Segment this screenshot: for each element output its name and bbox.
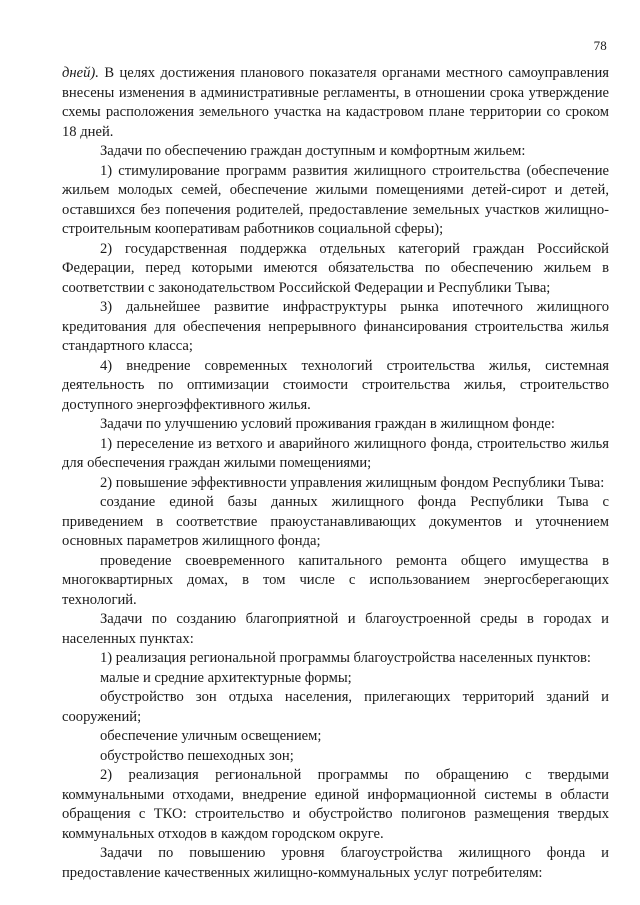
paragraph: обустройство зон отдыха населения, прилегающих территорий зданий и сооружений; — [62, 689, 609, 725]
paragraph: 3) дальнейшее развитие инфраструктуры рынка ипотечного жилищного кредитования для обеспечения непрерывного финансирования строительства жилья стандартного класса; — [62, 299, 609, 354]
paragraph: создание единой базы данных жилищного фонда Республики Тыва с приведением в соответствие праюустанавливающих документов и уточнением основных параметров жилищного фонда; — [62, 494, 609, 549]
paragraph: проведение своевременного капитального ремонта общего имущества в многоквартирных домах, в том числе с использованием энергосберегающих технологий. — [62, 552, 609, 608]
italic-lead-text: дней). — [62, 65, 99, 81]
paragraph: 4) внедрение современных технологий строительства жилья, системная деятельность по оптимизации стоимости строительства жилья, строительство доступного энергоэффективного жилья. — [62, 357, 609, 413]
paragraph: малые и средние архитектурные формы; — [100, 669, 352, 686]
paragraph: 2) государственная поддержка отдельных категорий граждан Российской Федерации, перед которыми имеются обязательства по обеспечению жильем в соответствии с законодательством Российской Федерации и Республики Тыва; — [62, 240, 609, 296]
paragraph: Задачи по улучшению условий проживания граждан в жилищном фонде: — [100, 416, 555, 432]
paragraph — [62, 64, 609, 142]
paragraph: 2) повышение эффективности управления жилищным фондом Республики Тыва: — [100, 474, 605, 491]
paragraph: 2) реализация региональной программы по обращению с твердыми коммунальными отходами, внедрение единой информационной системы в области обращения с ТКО: строительство и обустройство полигонов размещения твердых коммунальных отходов в каждом городском округе. — [62, 767, 609, 842]
body-text — [62, 64, 609, 883]
paragraph: Задачи по обеспечению граждан доступным и комфортным жильем: — [100, 143, 526, 159]
paragraph: обустройство пешеходных зон; — [100, 747, 294, 764]
paragraph-text: В целях достижения планового показателя органами местного самоуправления внесены изменения в административные регламенты, в отношении срока утверждение схемы расположения земельного участка на кадастровом плане территории со сроком 18 дней. — [62, 65, 609, 140]
paragraph: Задачи по повышению уровня благоустройства жилищного фонда и предоставление качественных жилищно-коммунальных услуг потребителям: — [62, 845, 609, 881]
paragraph: 1) переселение из ветхого и аварийного жилищного фонда, строительство жилья для обеспечения граждан жилыми помещениями; — [62, 435, 609, 471]
paragraph: 1) реализация региональной программы благоустройства населенных пунктов: — [100, 650, 591, 666]
paragraph: 1) стимулирование программ развития жилищного строительства (обеспечение жильем молодых семей, обеспечение жилыми помещениями детей-сирот и детей, оставшихся без попечения родителей, предоставление земельных участков жилищно-строительным кооперативам работников социальной сферы); — [62, 162, 609, 237]
paragraph: Задачи по созданию благоприятной и благоустроенной среды в городах и населенных пунктах: — [62, 611, 609, 647]
paragraph: обеспечение уличным освещением; — [100, 728, 322, 744]
page-number: 78 — [593, 38, 607, 53]
